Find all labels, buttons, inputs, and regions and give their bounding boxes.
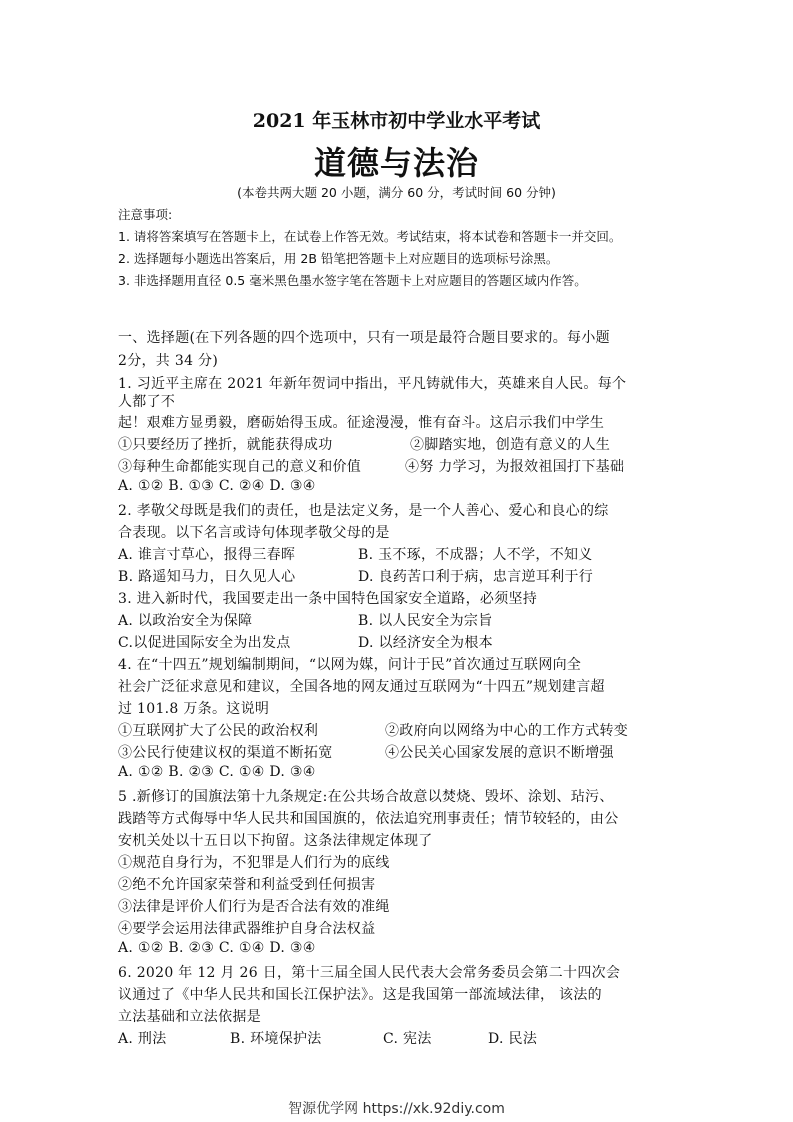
q5-option-3: ③法律是评价人们行为是否合法有效的准绳 [118,899,390,915]
notice-heading: 注意事项: [118,207,173,222]
q2-choice-b: B. 玉不琢，不成器；人不学，不知义 [358,547,593,563]
q5-option-1: ①规范自身行为，不犯罪是人们行为的底线 [118,855,390,871]
notice-item-1: 1. 请将答案填写在答题卡上，在试卷上作答无效。考试结束，将本试卷和答题卡一并交回。 [118,229,622,244]
q6-choice-b: B. 环境保护法 [230,1031,322,1047]
q5-option-2: ②绝不允许国家荣誉和利益受到任何损害 [118,877,376,893]
q6-line-1: 6. 2020 年 12 月 26 日，第十三届全国人民代表大会常务委员会第二十四次会 [118,965,621,981]
q6-choice-a: A. 刑法 [118,1031,167,1047]
q1-option-3: ③每种生命都能实现自己的意义和价值 [118,459,362,475]
exam-subtitle: (本卷共两大题 20 小题，满分 60 分，考试时间 60 分钟) [237,185,556,200]
q3-choice-c: C.以促进国际安全为出发点 [118,635,291,651]
q4-line-3: 过 101.8 万条。这说明 [118,701,270,717]
q2-choice-c: B. 路遥知马力，日久见人心 [118,569,296,585]
q4-line-2: 社会广泛征求意见和建议，全国各地的网友通过互联网为“十四五”规划建言超 [118,679,605,695]
subject-title: 道德与法治 [313,144,479,182]
q4-answer-choices: A. ①② B. ②③ C. ①④ D. ③④ [118,764,316,780]
q2-line-2: 合表现。以下名言或诗句体现孝敬父母的是 [118,525,390,541]
q5-line-3: 安机关处以十五日以下拘留。这条法律规定体现了 [118,833,433,849]
q2-line-1: 2. 孝敬父母既是我们的责任，也是法定义务，是一个人善心、爱心和良心的综 [118,503,609,519]
q3-choice-b: B. 以人民安全为宗旨 [358,613,493,629]
q1-option-1: ①只要经历了挫折，就能获得成功 [118,437,333,453]
q1-option-2: ②脚踏实地，创造有意义的人生 [410,437,611,453]
q2-choice-d: D. 良药苦口利于病，忠言逆耳利于行 [358,569,594,585]
q1-option-4: ④努 力学习，为报效祖国打下基础 [405,459,625,475]
q3-line-1: 3. 进入新时代，我国要走出一条中国特色国家安全道路，必须坚持 [118,591,538,607]
q5-answer-choices: A. ①② B. ②③ C. ①④ D. ③④ [118,940,316,956]
section-heading-line-1: 一、选择题(在下列各题的四个选项中，只有一项是最符合题目要求的。每小题 [118,330,610,346]
q5-line-1: 5 .新修订的国旗法第十九条规定:在公共场合故意以焚烧、毁坏、涂划、玷污、 [118,789,614,805]
footer-watermark: 智源优学网 https://xk.92diy.com [288,1101,505,1117]
q2-choice-a: A. 谁言寸草心，报得三春晖 [118,547,296,563]
q6-line-3: 立法基础和立法依据是 [118,1009,261,1025]
q1-answer-choices: A. ①② B. ①③ C. ②④ D. ③④ [118,478,316,494]
q4-option-1: ①互联网扩大了公民的政治权利 [118,723,319,739]
q3-choice-d: D. 以经济安全为根本 [358,635,493,651]
q4-line-1: 4. 在“十四五”规划编制期间，“以网为媒，问计于民”首次通过互联网向全 [118,657,582,673]
q3-choice-a: A. 以政治安全为保障 [118,613,253,629]
q1-line-2: 人都了不 [118,394,176,410]
q6-choice-c: C. 宪法 [383,1031,432,1047]
section-heading-line-2: 2分，共 34 分) [118,353,219,369]
q4-option-3: ③公民行使建议权的渠道不断拓宽 [118,745,333,761]
q6-line-2: 议通过了《中华人民共和国长江保护法》。这是我国第一部流域法律， 该法的 [118,987,602,1003]
q4-option-4: ④公民关心国家发展的意识不断增强 [385,745,614,761]
q5-option-4: ④要学会运用法律武器维护自身合法权益 [118,921,376,937]
q1-line-3: 起！艰难方显勇毅，磨砺始得玉成。征途漫漫，惟有奋斗。这启示我们中学生 [118,415,605,431]
exam-title: 2021 年玉林市初中学业水平考试 [252,110,541,132]
q4-option-2: ②政府向以网络为中心的工作方式转变 [385,723,629,739]
q5-line-2: 践踏等方式侮辱中华人民共和国国旗的，依法追究刑事责任；情节较轻的，由公 [118,811,619,827]
notice-item-3: 3. 非选择题用直径 0.5 毫米黑色墨水签字笔在答题卡上对应题目的答题区域内作答。 [118,273,587,288]
q1-line-1: 1. 习近平主席在 2021 年新年贺词中指出，平凡铸就伟大，英雄来自人民。每个 [118,376,627,392]
notice-item-2: 2. 选择题每小题选出答案后，用 2B 铅笔把答题卡上对应题目的选项标号涂黑。 [118,251,559,266]
q6-choice-d: D. 民法 [488,1031,538,1047]
